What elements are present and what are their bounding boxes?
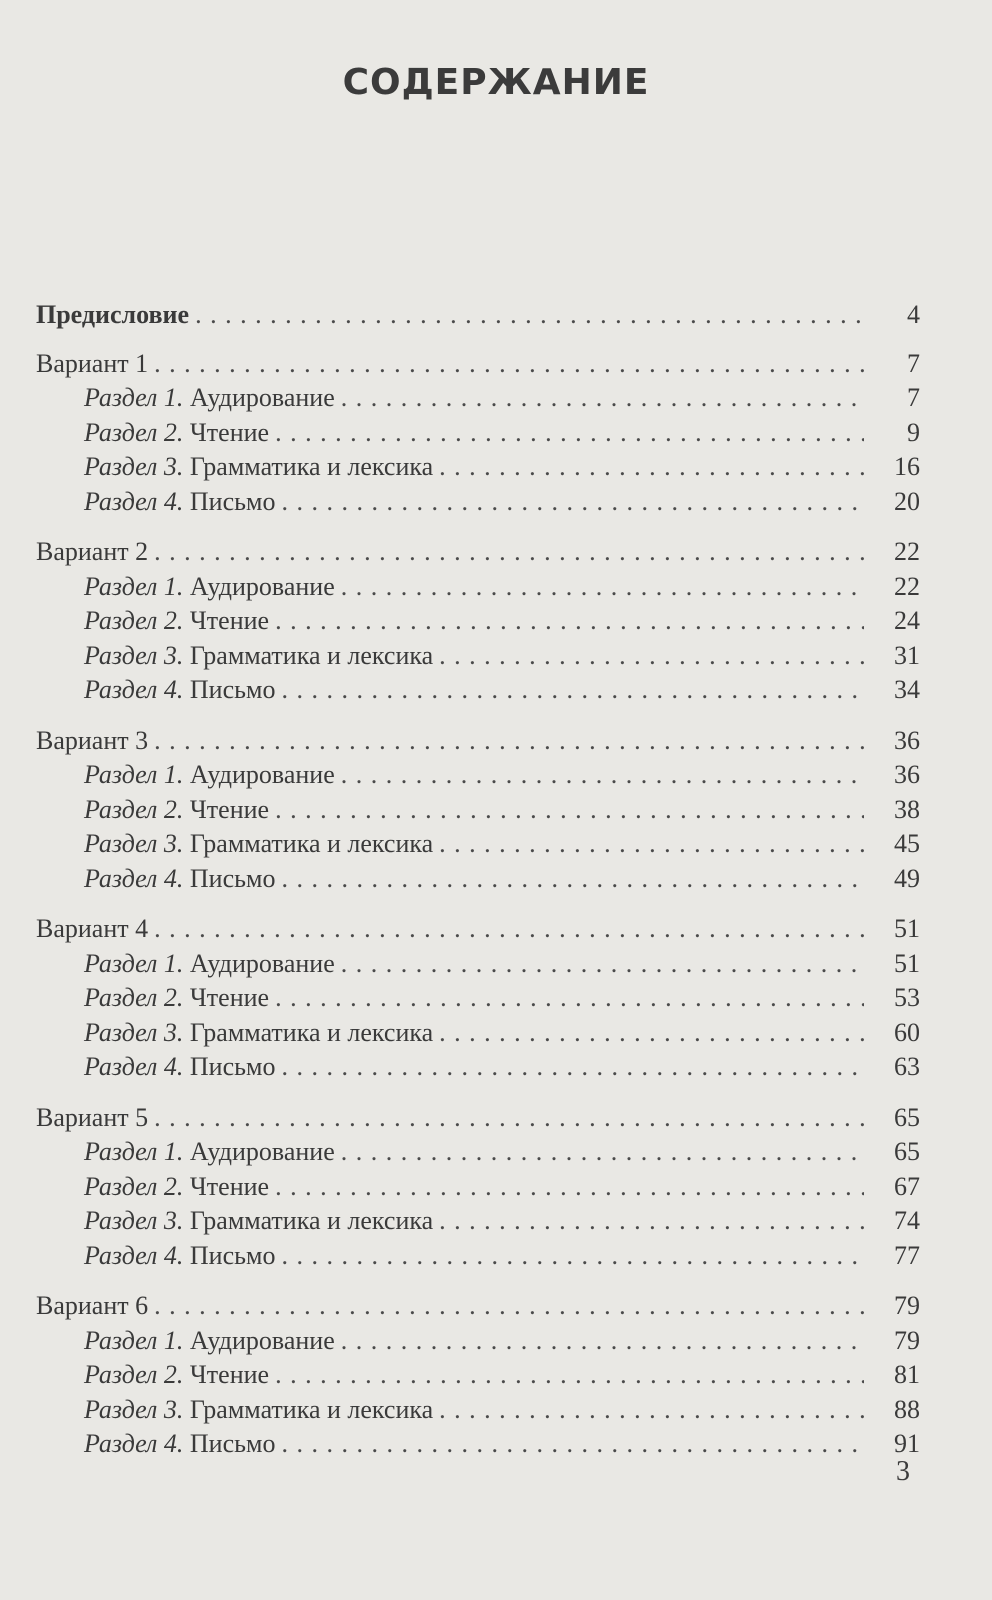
toc-entry-label — [84, 1204, 439, 1239]
dot-leader — [439, 827, 864, 862]
toc-entry-variant — [36, 724, 920, 759]
toc-page-number: 91 — [894, 1429, 920, 1458]
toc-entry-label — [84, 793, 275, 828]
section-prefix: Раздел 3. — [84, 1394, 184, 1424]
section-prefix: Раздел 2. — [84, 1360, 184, 1389]
toc-entry-label — [84, 1050, 281, 1085]
toc-entry-label — [84, 1239, 281, 1274]
toc-page-number: 49 — [894, 863, 920, 893]
toc-entry-section — [36, 1170, 920, 1205]
toc-entry-label — [84, 947, 341, 982]
toc-variant-group — [36, 347, 920, 520]
section-name: Письмо — [189, 1240, 276, 1270]
toc-page-number: 45 — [894, 829, 920, 858]
toc-entry-variant — [36, 1101, 920, 1136]
toc-entry-label — [84, 604, 275, 639]
toc-page-number: 4 — [907, 300, 920, 329]
dot-leader — [341, 758, 864, 793]
section-prefix: Раздел 4. — [84, 486, 184, 516]
toc-entry-section — [36, 1016, 920, 1051]
dot-leader — [281, 485, 864, 520]
section-prefix: Раздел 3. — [84, 640, 184, 670]
dot-leader — [341, 1135, 864, 1170]
toc-entry-variant — [36, 912, 920, 947]
toc-page-number: 38 — [894, 794, 920, 824]
section-name: Грамматика и лексика — [189, 1206, 434, 1235]
toc-entry-preface — [36, 298, 920, 333]
toc-page-number: 77 — [894, 1240, 920, 1270]
toc-entry-variant — [36, 1289, 920, 1324]
toc-entry-label — [84, 1427, 281, 1462]
dot-leader — [275, 793, 864, 828]
section-prefix: Раздел 1. — [84, 571, 184, 601]
section-name: Чтение — [189, 606, 270, 635]
section-prefix: Раздел 1. — [84, 383, 184, 412]
toc-page-number: 79 — [894, 1325, 920, 1355]
section-name: Грамматика и лексика — [189, 1017, 434, 1047]
page-title: СОДЕРЖАНИЕ — [342, 62, 650, 103]
dot-leader — [275, 1170, 864, 1205]
toc-entry-label — [84, 570, 341, 605]
section-name: Аудирование — [189, 571, 335, 601]
toc-entry-label — [84, 1016, 439, 1051]
toc-entry-label — [84, 758, 341, 793]
section-name: Аудирование — [189, 1325, 335, 1355]
section-name: Письмо — [189, 1429, 276, 1458]
toc-page-number: 16 — [894, 452, 920, 481]
dot-leader — [154, 1289, 864, 1324]
dot-leader — [154, 1101, 864, 1136]
toc-entry-label — [84, 1170, 275, 1205]
dot-leader — [341, 381, 864, 416]
toc-entry-section — [36, 1324, 920, 1359]
dot-leader — [154, 724, 864, 759]
section-prefix: Раздел 4. — [84, 675, 184, 704]
section-name: Письмо — [189, 1052, 276, 1081]
toc-entry-section — [36, 1427, 920, 1462]
toc-page-number: 34 — [894, 675, 920, 704]
toc-page-number: 22 — [894, 571, 920, 601]
toc-entry-variant — [36, 347, 920, 382]
toc-entry-section — [36, 639, 920, 674]
section-name: Чтение — [189, 417, 270, 447]
toc-entry-section — [36, 673, 920, 708]
dot-leader — [281, 1050, 864, 1085]
toc-entry-label — [84, 416, 275, 451]
section-name: Аудирование — [189, 383, 335, 412]
toc-variant-group — [36, 1289, 920, 1462]
toc-page-number: 36 — [894, 725, 920, 755]
section-name: Письмо — [189, 486, 276, 516]
toc-entry-label — [84, 827, 439, 862]
section-prefix: Раздел 2. — [84, 1171, 184, 1201]
dot-leader — [439, 450, 864, 485]
dot-leader — [439, 1393, 864, 1428]
toc-entry-label: Вариант 1 — [36, 348, 149, 378]
dot-leader — [154, 347, 864, 382]
toc-entry-variant — [36, 535, 920, 570]
section-name: Письмо — [189, 675, 276, 704]
section-name: Аудирование — [189, 1137, 335, 1166]
toc-page-number: 81 — [894, 1360, 920, 1389]
toc-entry-section — [36, 1358, 920, 1393]
toc-page-number: 7 — [907, 383, 920, 412]
section-prefix: Раздел 1. — [84, 1137, 184, 1166]
toc-entry-section — [36, 1050, 920, 1085]
dot-leader — [275, 981, 864, 1016]
toc-page-number: 65 — [894, 1102, 920, 1132]
toc-entry-label — [84, 981, 275, 1016]
toc-entry-section — [36, 485, 920, 520]
dot-leader — [341, 570, 864, 605]
section-prefix: Раздел 3. — [84, 1017, 184, 1047]
section-name: Аудирование — [189, 760, 335, 789]
page-number: 3 — [896, 1456, 910, 1487]
toc-entry-section — [36, 758, 920, 793]
section-prefix: Раздел 2. — [84, 606, 184, 635]
toc-entry-label — [84, 673, 281, 708]
toc-entry-label — [84, 381, 341, 416]
dot-leader — [439, 1204, 864, 1239]
dot-leader — [154, 912, 864, 947]
toc-entry-section — [36, 570, 920, 605]
toc-entry-section — [36, 862, 920, 897]
toc-entry-section — [36, 1239, 920, 1274]
toc-page-number: 74 — [894, 1206, 920, 1235]
toc-page-number: 51 — [894, 914, 920, 943]
toc-page-number: 51 — [894, 948, 920, 978]
dot-leader — [154, 535, 864, 570]
toc-page-number: 31 — [894, 640, 920, 670]
toc-entry-label — [84, 1393, 439, 1428]
toc-entry-label — [84, 639, 439, 674]
section-prefix: Раздел 2. — [84, 983, 184, 1012]
toc-variants — [36, 347, 920, 1462]
dot-leader — [275, 416, 864, 451]
section-prefix: Раздел 3. — [84, 829, 184, 858]
toc-entry-section — [36, 947, 920, 982]
dot-leader — [439, 1016, 864, 1051]
toc-page-number: 53 — [894, 983, 920, 1012]
toc-page-number: 20 — [894, 486, 920, 516]
dot-leader — [275, 1358, 864, 1393]
toc-page-number: 36 — [894, 760, 920, 789]
section-name: Чтение — [189, 983, 270, 1012]
toc-entry-label: Вариант 4 — [36, 914, 149, 943]
toc-entry-section — [36, 793, 920, 828]
dot-leader — [341, 1324, 864, 1359]
toc-entry-section — [36, 981, 920, 1016]
toc-page-number: 7 — [907, 348, 920, 378]
dot-leader — [341, 947, 864, 982]
toc-entry-section — [36, 381, 920, 416]
section-name: Чтение — [189, 1171, 270, 1201]
toc-page-number: 88 — [894, 1394, 920, 1424]
toc-entry-label: Вариант 6 — [36, 1291, 149, 1320]
toc-variant-group — [36, 1101, 920, 1274]
toc-page-number: 9 — [907, 417, 920, 447]
dot-leader — [275, 604, 864, 639]
section-prefix: Раздел 4. — [84, 1240, 184, 1270]
toc-variant-group — [36, 724, 920, 897]
table-of-contents — [36, 298, 920, 1462]
section-name: Аудирование — [189, 948, 335, 978]
section-prefix: Раздел 2. — [84, 794, 184, 824]
toc-entry-section — [36, 1135, 920, 1170]
toc-entry-section — [36, 450, 920, 485]
toc-page-number: 63 — [894, 1052, 920, 1081]
toc-variant-group — [36, 912, 920, 1085]
toc-variant-group — [36, 535, 920, 708]
section-prefix: Раздел 4. — [84, 1052, 184, 1081]
toc-entry-label: Вариант 2 — [36, 537, 149, 566]
dot-leader — [281, 1427, 864, 1462]
toc-entry-label — [84, 862, 281, 897]
toc-entry-section — [36, 1204, 920, 1239]
toc-entry-label — [84, 485, 281, 520]
toc-entry-label — [84, 1135, 341, 1170]
toc-entry-label — [84, 1324, 341, 1359]
dot-leader — [281, 1239, 864, 1274]
toc-page-number: 24 — [894, 606, 920, 635]
toc-entry-label — [84, 1358, 275, 1393]
section-prefix: Раздел 1. — [84, 1325, 184, 1355]
section-prefix: Раздел 2. — [84, 417, 184, 447]
section-name: Письмо — [189, 863, 276, 893]
toc-page-number: 67 — [894, 1171, 920, 1201]
section-prefix: Раздел 1. — [84, 760, 184, 789]
toc-entry-label — [84, 450, 439, 485]
toc-page-number: 60 — [894, 1017, 920, 1047]
toc-entry-label: Вариант 5 — [36, 1102, 149, 1132]
section-name: Грамматика и лексика — [189, 452, 434, 481]
toc-entry-label: Предисловие — [36, 300, 190, 329]
dot-leader — [281, 862, 864, 897]
toc-entry-section — [36, 1393, 920, 1428]
section-name: Грамматика и лексика — [189, 640, 434, 670]
toc-entry-section — [36, 827, 920, 862]
section-name: Чтение — [189, 794, 270, 824]
section-prefix: Раздел 3. — [84, 452, 184, 481]
section-prefix: Раздел 4. — [84, 863, 184, 893]
section-name: Чтение — [189, 1360, 270, 1389]
toc-page-number: 22 — [894, 537, 920, 566]
dot-leader — [439, 639, 864, 674]
toc-entry-section — [36, 604, 920, 639]
section-prefix: Раздел 3. — [84, 1206, 184, 1235]
section-name: Грамматика и лексика — [189, 1394, 434, 1424]
section-prefix: Раздел 4. — [84, 1429, 184, 1458]
toc-entry-label: Вариант 3 — [36, 725, 149, 755]
dot-leader — [195, 298, 864, 333]
section-prefix: Раздел 1. — [84, 948, 184, 978]
toc-entry-section — [36, 416, 920, 451]
toc-page-number: 79 — [894, 1291, 920, 1320]
dot-leader — [281, 673, 864, 708]
section-name: Грамматика и лексика — [189, 829, 434, 858]
toc-page-number: 65 — [894, 1137, 920, 1166]
